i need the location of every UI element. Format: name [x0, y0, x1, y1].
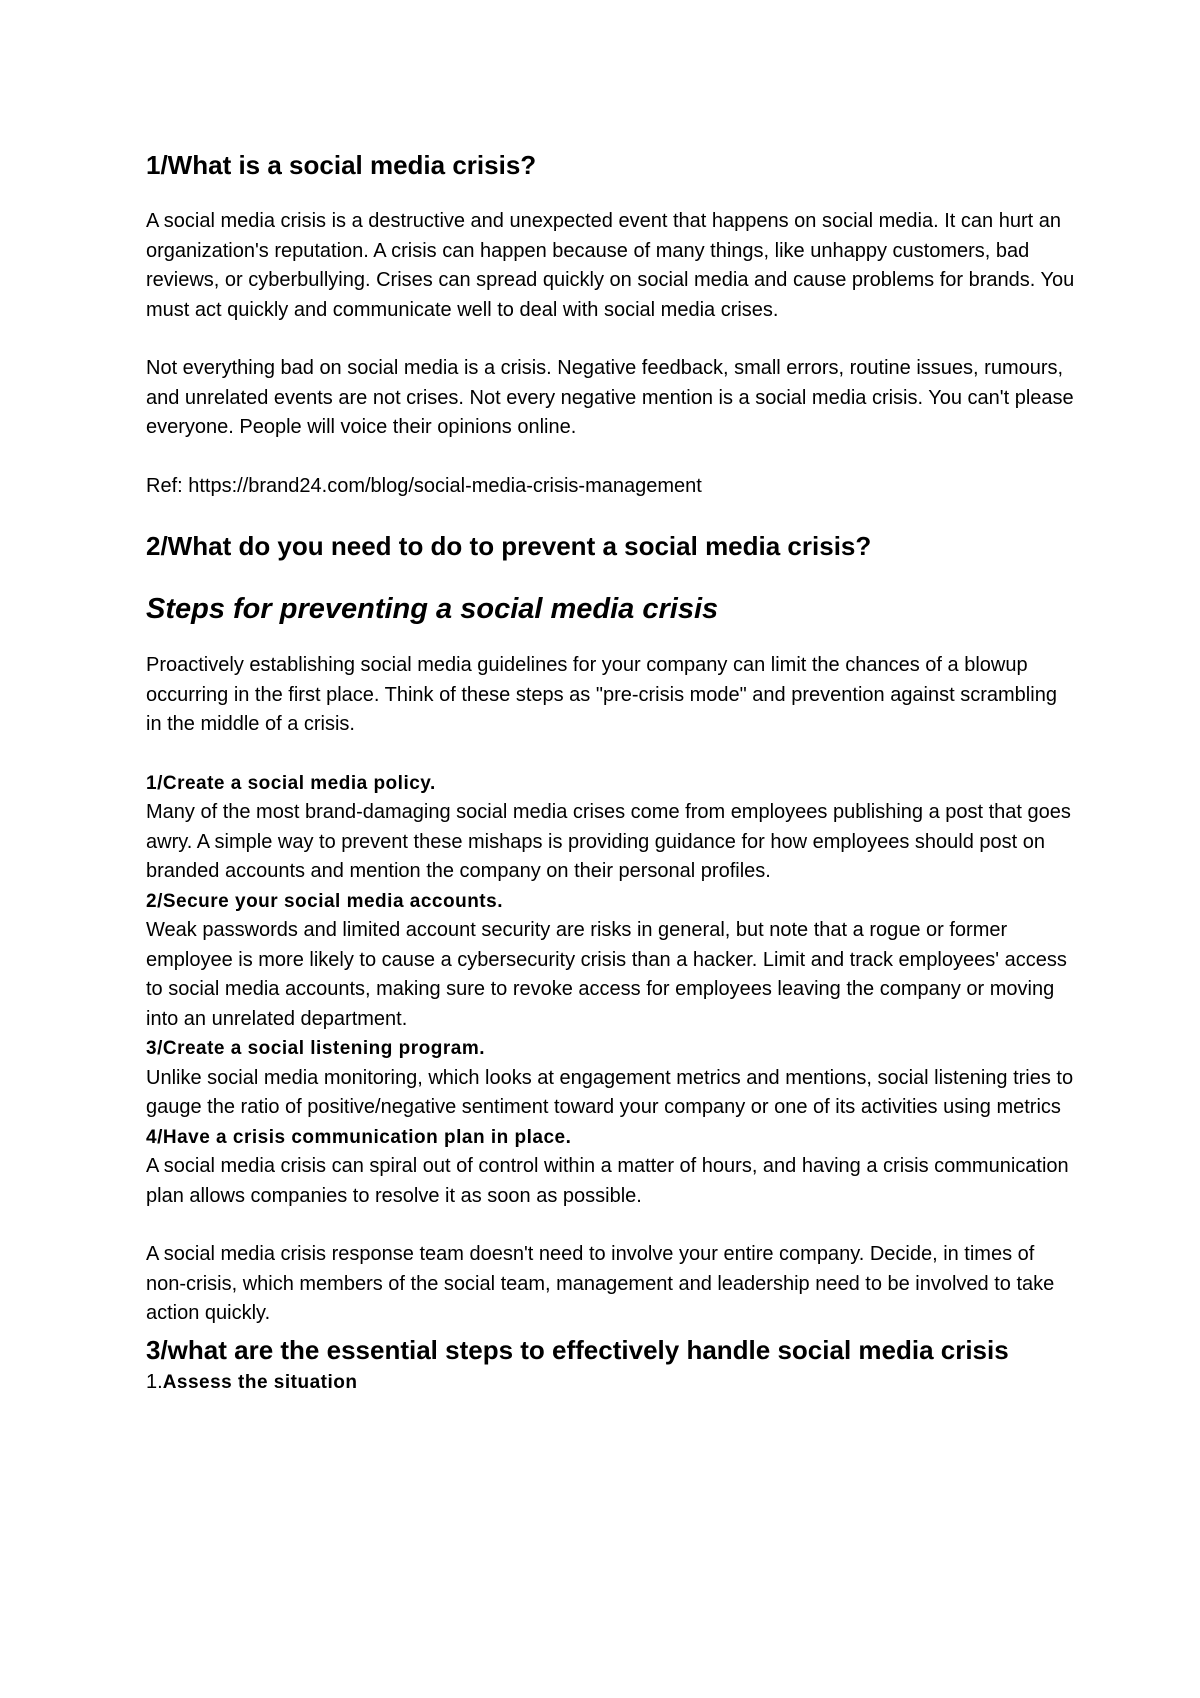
prevention-step-3: [146, 1034, 1076, 1123]
step-title: Assess the situation: [162, 1371, 358, 1393]
step-title: 1/Create a social media policy.: [146, 772, 436, 794]
section1-paragraph-1: A social media crisis is a destructive and unexpected event that happens on social media. It can hurt an organization's reputation. A crisis can happen because of many things, like unhappy customers, bad reviews, or cyberbullying. Crises can spread quickly on social media and cause problems for brands. You must act quickly and communicate well to deal with social media crises.: [146, 210, 1075, 321]
step-body: Many of the most brand-damaging social media crises come from employees publishing a post that goes awry. A simple way to prevent these mishaps is providing guidance for how employees should post on branded accounts and mention the company on their personal profiles.: [146, 801, 1071, 882]
step-title: 2/Secure your social media accounts.: [146, 890, 503, 912]
step-body: Unlike social media monitoring, which looks at engagement metrics and mentions, social listening tries to gauge the ratio of positive/negative sentiment toward your company or one of its activities using metrics: [146, 1066, 1074, 1118]
document-page: [146, 148, 1076, 1398]
step-title: 4/Have a crisis communication plan in place.: [146, 1126, 572, 1148]
section2-closing: A social media crisis response team doesn't need to involve your entire company. Decide, in times of non-crisis, which members of the social team, management and leadership need to be involved to take action quickly.: [146, 1243, 1055, 1324]
reference-line: Ref: https://brand24.com/blog/social-media-crisis-management: [146, 474, 702, 497]
prevention-step-1: [146, 769, 1076, 887]
section2-subheading: Steps for preventing a social media crisis: [146, 593, 719, 625]
prevention-step-4: [146, 1123, 1076, 1212]
section1-paragraph-2: Not everything bad on social media is a crisis. Negative feedback, small errors, routine issues, rumours, and unrelated events are not crises. Not every negative mention is a social media crisis. You can't please everyone. People will voice their opinions online.: [146, 357, 1074, 438]
section3-step-1: [146, 1367, 1076, 1398]
section3-heading: 3/what are the essential steps to effectively handle social media crisis: [146, 1334, 1009, 1365]
step-number: 1.: [146, 1370, 163, 1393]
section2-heading: 2/What do you need to do to prevent a social media crisis?: [146, 531, 872, 561]
step-body: A social media crisis can spiral out of control within a matter of hours, and having a crisis communication plan allows companies to resolve it as soon as possible.: [146, 1155, 1069, 1207]
step-title: 3/Create a social listening program.: [146, 1038, 485, 1059]
step-body: Weak passwords and limited account security are risks in general, but note that a rogue or former employee is more likely to cause a cybersecurity crisis than a hacker. Limit and track employees' access to social media accounts, making sure to revoke access for employees leaving the company or moving into an unrelated department.: [146, 919, 1067, 1030]
prevention-step-2: [146, 887, 1076, 1035]
section1-heading: 1/What is a social media crisis?: [146, 150, 537, 180]
section2-intro: Proactively establishing social media guidelines for your company can limit the chances of a blowup occurring in the first place. Think of these steps as "pre-crisis mode" and prevention against scrambling in the middle of a crisis.: [146, 654, 1057, 735]
